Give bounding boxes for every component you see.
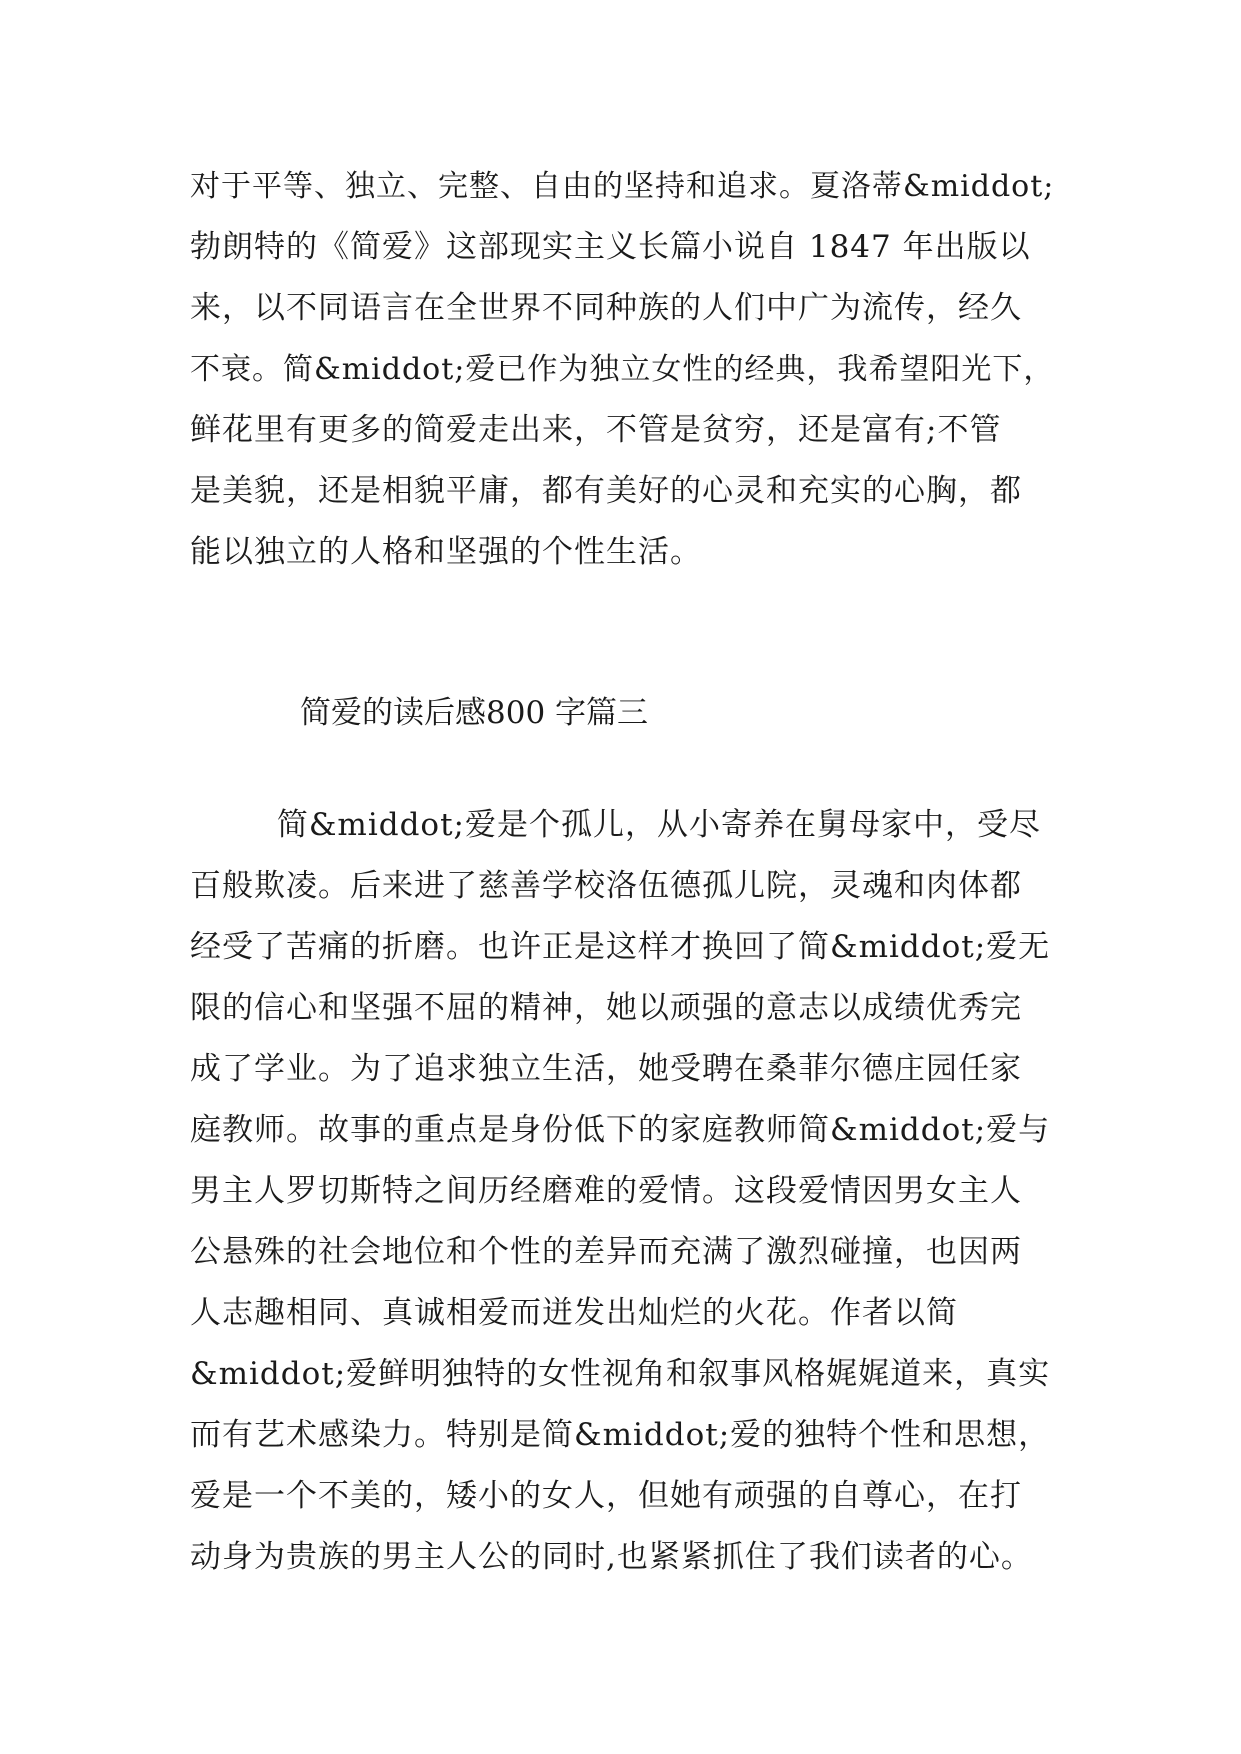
- paragraph-1: [190, 156, 1058, 583]
- paragraph-line: 公悬殊的社会地位和个性的差异而充满了激烈碰撞，也因两: [190, 1234, 1022, 1270]
- paragraph-line: 勃朗特的《简爱》这部现实主义长篇小说自 1847 年出版以: [190, 229, 1031, 265]
- paragraph-line: 男主人罗切斯特之间历经磨难的爱情。这段爱情因男女主人: [190, 1173, 1022, 1209]
- paragraph-line: 而有艺术感染力。特别是简&middot;爱的独特个性和思想，: [190, 1417, 1051, 1453]
- paragraph-line: 百般欺凌。后来进了慈善学校洛伍德孤儿院，灵魂和肉体都: [190, 868, 1022, 904]
- paragraph-line: 限的信心和坚强不屈的精神，她以顽强的意志以成绩优秀完: [190, 990, 1022, 1026]
- section-heading: 简爱的读后感800 字篇三: [300, 695, 649, 731]
- paragraph-line: 不衰。简&middot;爱已作为独立女性的经典，我希望阳光下，: [190, 352, 1055, 387]
- paragraph-line: 人志趣相同、真诚相爱而迸发出灿烂的火花。作者以简: [190, 1295, 958, 1331]
- paragraph-line: 来，以不同语言在全世界不同种族的人们中广为流传，经久: [190, 290, 1022, 326]
- paragraph-line: 能以独立的人格和坚强的个性生活。: [190, 534, 702, 570]
- paragraph-line: 简&middot;爱是个孤儿，从小寄养在舅母家中，受尽: [190, 807, 1041, 843]
- paragraph-line: 是美貌，还是相貌平庸，都有美好的心灵和充实的心胸，都: [190, 473, 1022, 509]
- paragraph-line: 对于平等、独立、完整、自由的坚持和追求。夏洛蒂&middot;: [190, 169, 1055, 204]
- paragraph-line: 成了学业。为了追求独立生活，她受聘在桑菲尔德庄园任家: [190, 1051, 1022, 1087]
- paragraph-line: 爱是一个不美的，矮小的女人，但她有顽强的自尊心，在打: [190, 1478, 1022, 1514]
- paragraph-line: 庭教师。故事的重点是身份低下的家庭教师简&middot;爱与: [190, 1112, 1051, 1148]
- paragraph-line: &middot;爱鲜明独特的女性视角和叙事风格娓娓道来，真实: [190, 1356, 1051, 1392]
- paragraph-line: 动身为贵族的男主人公的同时,也紧紧抓住了我们读者的心。: [190, 1539, 1033, 1575]
- paragraph-2: [190, 795, 1058, 1588]
- paragraph-line: 鲜花里有更多的简爱走出来，不管是贫穷，还是富有;不管: [190, 412, 1002, 448]
- paragraph-line: 经受了苦痛的折磨。也许正是这样才换回了简&middot;爱无: [190, 929, 1051, 965]
